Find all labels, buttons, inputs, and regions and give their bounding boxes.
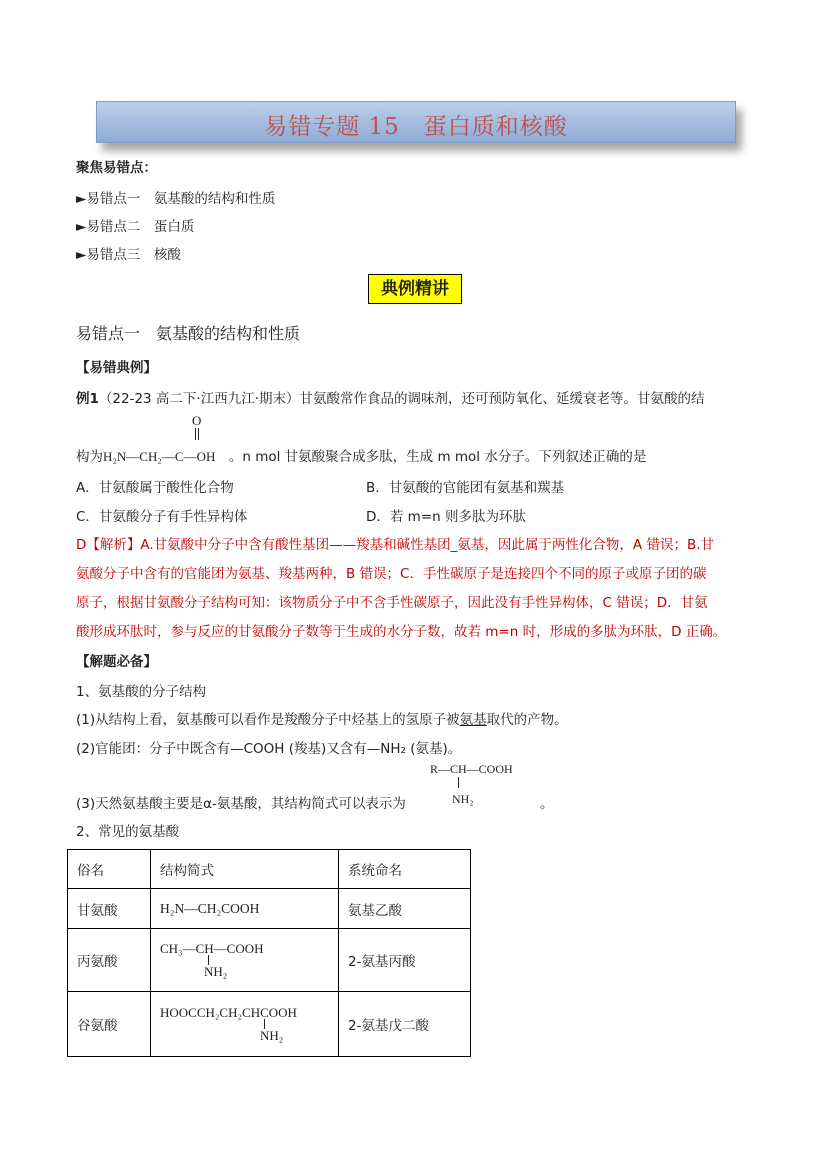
cell-structure: H₂N—CH₂COOH <box>151 889 339 929</box>
table-row <box>68 929 471 992</box>
bond-line <box>458 777 460 788</box>
formula-carbonyl-o: O <box>192 413 202 428</box>
cell-name: 谷氨酸 <box>68 992 151 1057</box>
example-label: 【易错典例】 <box>76 360 157 376</box>
header-common-name: 俗名 <box>68 850 151 889</box>
note-p3: (3)天然氨基酸主要是α-氨基酸，其结构简式可以表示为 <box>76 796 406 812</box>
header-structure: 结构简式 <box>151 850 339 889</box>
option-c: C．甘氨酸分子有手性异构体 <box>76 509 248 525</box>
bond-line <box>264 1019 266 1029</box>
cell-iupac: 2-氨基戊二酸 <box>339 992 471 1057</box>
note-heading-1: 1、氨基酸的分子结构 <box>76 684 207 700</box>
cell-name: 甘氨酸 <box>68 889 151 929</box>
example-badge: 典例精讲 <box>368 274 462 304</box>
focus-item-3: ►易错点三 核酸 <box>76 247 181 263</box>
focus-item-2: ►易错点二 蛋白质 <box>76 219 195 235</box>
double-bond-line-2 <box>198 428 200 440</box>
example-text-1: （22-23 高二下·江西九江·期末）甘氨酸常作食品的调味剂，还可预防氧化、延缓衰老等。甘氨酸的结 <box>98 391 705 407</box>
example-text-2-post: 。n mol 甘氨酸聚合成多肽，生成 m mol 水分子。下列叙述正确的是 <box>228 449 647 465</box>
must-label: 【解题必备】 <box>76 654 157 670</box>
table-header-row <box>68 850 471 889</box>
cell-structure <box>151 992 339 1057</box>
amino-acid-table <box>67 849 471 1057</box>
focus-heading: 聚焦易错点： <box>76 160 157 176</box>
option-b: B．甘氨酸的官能团有氨基和羰基 <box>366 480 565 496</box>
alpha-amino-struct-top: R—CH—COOH <box>430 762 513 776</box>
note-p1 <box>76 708 568 728</box>
example-number: 例1 <box>76 391 99 407</box>
struct-top: HOOCCH₂CH₂CHCOOH <box>160 1004 297 1020</box>
cell-iupac: 氨基乙酸 <box>339 889 471 929</box>
header-systematic-name: 系统命名 <box>339 850 471 889</box>
note-p1-pre: (1)从结构上看，氨基酸可以看作是羧酸分子中烃基上的氢原子被 <box>76 712 460 728</box>
example-line-2 <box>76 445 646 465</box>
cell-structure <box>151 929 339 992</box>
example-line-1 <box>76 387 705 407</box>
option-d: D．若 m=n 则多肽为环肽 <box>366 509 526 525</box>
cell-iupac: 2-氨基丙酸 <box>339 929 471 992</box>
struct-top: CH₃—CH—COOH <box>160 940 264 956</box>
section-title: 易错点一 氨基酸的结构和性质 <box>76 324 301 343</box>
title-banner <box>96 101 736 143</box>
option-a: A．甘氨酸属于酸性化合物 <box>76 480 234 496</box>
answer-line-1: D【解析】A.甘氨酸中分子中含有酸性基团——羧基和碱性基团_氨基，因此属于两性化合物，A 错误；B.甘 <box>76 537 715 553</box>
note-heading-2: 2、常见的氨基酸 <box>76 824 180 840</box>
table-row <box>68 992 471 1057</box>
table-row <box>68 889 471 929</box>
answer-line-3: 原子，根据甘氨酸分子结构可知：该物质分子中不含手性碳原子，因此没有手性异构体，C 错误；D．甘氨 <box>76 595 708 611</box>
cell-name: 丙氨酸 <box>68 929 151 992</box>
struct-bottom: NH₂ <box>260 1027 284 1043</box>
note-p3-end: 。 <box>540 796 554 812</box>
answer-line-2: 氨酸分子中含有的官能团为氨基、羧基两种，B 错误；C．手性碳原子是连接四个不同的原子或原子团的碳 <box>76 566 707 582</box>
answer-line-4: 酸形成环肽时，参与反应的甘氨酸分子数等于生成的水分子数，故若 m=n 时，形成的多肽为环肽，D 正确。 <box>76 624 727 640</box>
focus-item-1: ►易错点一 氨基酸的结构和性质 <box>76 191 276 207</box>
double-bond-line <box>195 428 197 440</box>
note-p1-post: 取代的产物。 <box>486 712 568 728</box>
page-title: 易错专题 15 蛋白质和核酸 <box>264 114 568 140</box>
note-p1-underlined: 氨基 <box>459 712 487 728</box>
bond-line <box>208 955 210 965</box>
glycine-formula: H₂N—CH₂—C—OH <box>103 449 216 464</box>
note-p2: (2)官能团：分子中既含有—COOH (羧基)又含有—NH₂ (氨基)。 <box>76 741 462 757</box>
alpha-amino-struct-bottom: NH₂ <box>452 792 474 806</box>
example-text-2-pre: 构为 <box>76 449 103 465</box>
struct-bottom: NH₂ <box>204 963 228 979</box>
